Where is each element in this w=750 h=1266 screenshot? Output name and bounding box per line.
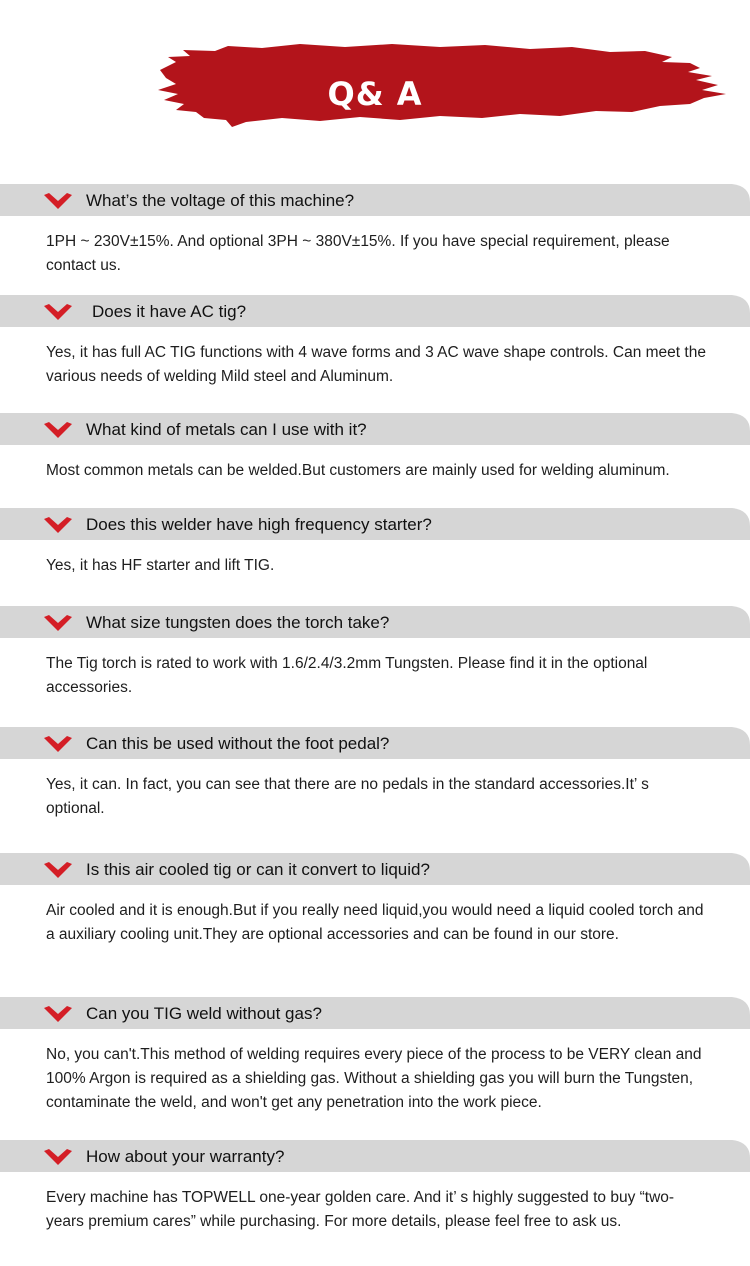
- chevron-down-icon: [44, 615, 72, 631]
- faq-item-8: [0, 997, 750, 1115]
- faq-item-7: [0, 853, 750, 947]
- answer-text: Air cooled and it is enough.But if you really need liquid,you would need a liquid cooled torch and a auxiliary cooling unit.They are optional accessories and can be found in our store.: [46, 902, 704, 943]
- question-bar: [0, 1140, 750, 1172]
- question-bar: [0, 184, 750, 216]
- faq-item-6: [0, 727, 750, 821]
- faq-item-4: [0, 508, 750, 578]
- chevron-down-icon: [44, 1006, 72, 1022]
- faq-item-2: [0, 295, 750, 389]
- answer-text: Yes, it has full AC TIG functions with 4 wave forms and 3 AC wave shape controls. Can meet the various needs of welding Mild steel and Aluminum.: [46, 344, 706, 385]
- question-bar: [0, 413, 750, 445]
- chevron-down-icon: [44, 517, 72, 533]
- question-text: How about your warranty?: [86, 1147, 285, 1166]
- page-title: Q& A: [327, 75, 423, 113]
- question-text: What kind of metals can I use with it?: [86, 420, 367, 439]
- chevron-down-icon: [44, 422, 72, 438]
- answer-text: Yes, it has HF starter and lift TIG.: [46, 557, 275, 574]
- faq-item-5: [0, 606, 750, 700]
- question-bar: [0, 727, 750, 759]
- question-bar: [0, 508, 750, 540]
- faq-item-9: [0, 1140, 750, 1234]
- answer-text: Yes, it can. In fact, you can see that there are no pedals in the standard accessories.It’ s optional.: [46, 776, 649, 817]
- answer-text: 1PH ~ 230V±15%. And optional 3PH ~ 380V±15%. If you have special requirement, please contact us.: [46, 233, 670, 274]
- chevron-down-icon: [44, 736, 72, 752]
- chevron-down-icon: [44, 193, 72, 209]
- question-bar: [0, 997, 750, 1029]
- chevron-down-icon: [44, 304, 72, 320]
- answer-text: The Tig torch is rated to work with 1.6/2.4/3.2mm Tungsten. Please find it in the optional accessories.: [46, 655, 648, 696]
- question-text: What size tungsten does the torch take?: [86, 613, 390, 632]
- faq-item-3: [0, 413, 750, 483]
- faq-item-1: [0, 184, 750, 278]
- question-text: Is this air cooled tig or can it convert to liquid?: [86, 860, 430, 879]
- question-bar: [0, 606, 750, 638]
- question-bar: [0, 853, 750, 885]
- header-banner: [0, 0, 750, 160]
- chevron-down-icon: [44, 862, 72, 878]
- answer-text: No, you can't.This method of welding requires every piece of the process to be VERY clean and 100% Argon is required as a shielding gas. Without a shielding gas you will burn the Tungsten, contaminate the weld, and won't get any penetration into the work piece.: [46, 1046, 702, 1111]
- question-text: Does it have AC tig?: [92, 302, 247, 321]
- chevron-down-icon: [44, 1149, 72, 1165]
- answer-text: Every machine has TOPWELL one-year golden care. And it’ s highly suggested to buy “two-years premium cares” while purchasing. For more details, please feel free to ask us.: [46, 1189, 675, 1230]
- question-text: Can you TIG weld without gas?: [86, 1004, 322, 1023]
- question-bar: [0, 295, 750, 327]
- question-text: What’s the voltage of this machine?: [86, 191, 355, 210]
- answer-text: Most common metals can be welded.But customers are mainly used for welding aluminum.: [46, 462, 670, 479]
- question-text: Does this welder have high frequency starter?: [86, 515, 432, 534]
- question-text: Can this be used without the foot pedal?: [86, 734, 390, 753]
